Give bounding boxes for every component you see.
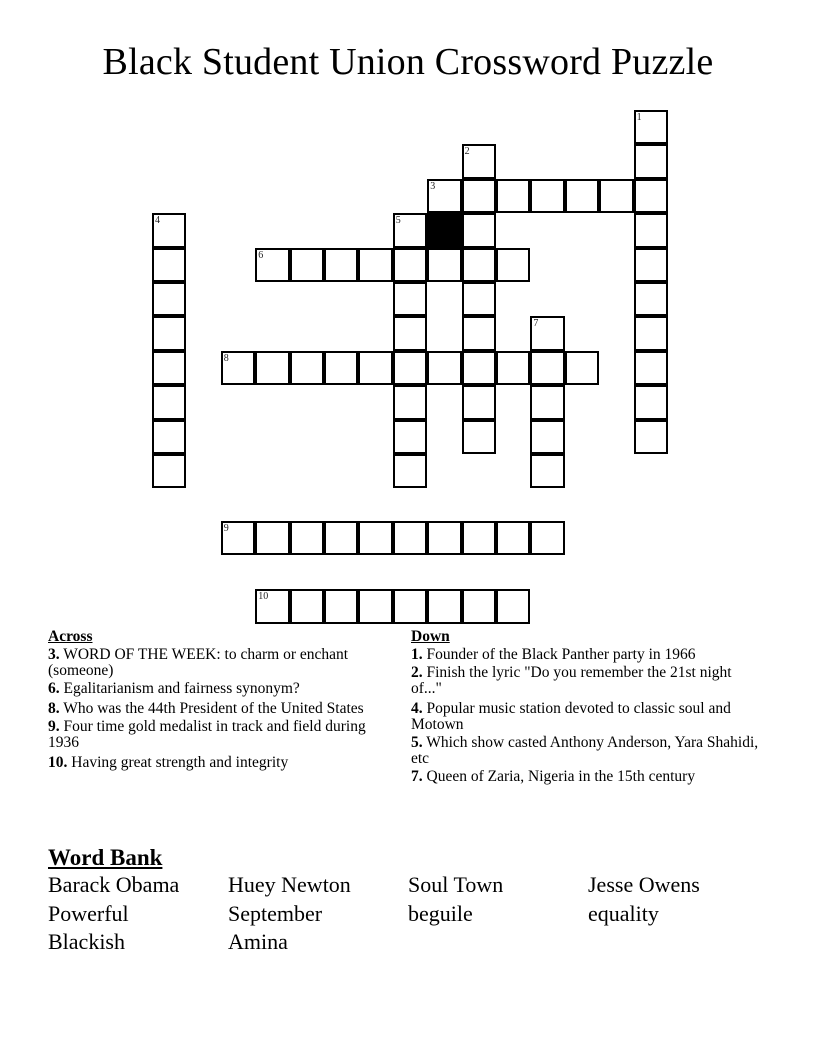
across-clue-3 xyxy=(48,647,388,679)
down-header: Down xyxy=(411,628,450,645)
down-clue-2 xyxy=(411,665,761,697)
grid-cell[interactable] xyxy=(462,179,496,213)
grid-cell[interactable] xyxy=(358,521,392,555)
grid-cell[interactable] xyxy=(496,179,530,213)
grid-cell[interactable] xyxy=(152,385,186,419)
grid-cell[interactable] xyxy=(152,213,186,247)
grid-cell[interactable] xyxy=(255,248,289,282)
grid-cell[interactable] xyxy=(462,144,496,178)
clue-text: Popular music station devoted to classic soul and Motown xyxy=(411,700,731,733)
clue-text: Who was the 44th President of the United States xyxy=(63,700,364,717)
word-bank-item: Barack Obama xyxy=(48,872,180,897)
clue-number: 2. xyxy=(411,664,423,681)
word-bank-item: Amina xyxy=(228,929,288,954)
grid-cell[interactable] xyxy=(462,589,496,623)
grid-cell[interactable] xyxy=(255,521,289,555)
clue-text: Four time gold medalist in track and field during 1936 xyxy=(48,718,366,751)
grid-cell[interactable] xyxy=(255,351,289,385)
grid-cell[interactable] xyxy=(324,589,358,623)
cell-number: 7 xyxy=(533,318,539,330)
word-bank-item: Soul Town xyxy=(408,872,504,897)
grid-cell[interactable] xyxy=(634,316,668,350)
grid-cell[interactable] xyxy=(462,521,496,555)
word-bank-header: Word Bank xyxy=(48,845,163,870)
cell-number: 9 xyxy=(223,523,229,535)
grid-cell[interactable] xyxy=(530,316,564,350)
cell-number: 2 xyxy=(464,146,470,158)
grid-cell[interactable] xyxy=(496,589,530,623)
down-clue-1 xyxy=(411,647,761,663)
grid-cell[interactable] xyxy=(427,589,461,623)
clue-number: 5. xyxy=(411,734,423,751)
word-bank xyxy=(48,845,768,957)
grid-cell[interactable] xyxy=(462,213,496,247)
word-bank-item: beguile xyxy=(408,900,473,926)
grid-cell[interactable] xyxy=(152,282,186,316)
grid-cell[interactable] xyxy=(152,420,186,454)
cell-number: 1 xyxy=(636,112,642,123)
grid-cell[interactable] xyxy=(358,248,392,282)
grid-cell[interactable] xyxy=(634,351,668,385)
grid-cell[interactable] xyxy=(496,351,530,385)
grid-cell[interactable] xyxy=(255,589,289,623)
grid-cell[interactable] xyxy=(427,521,461,555)
grid-cell[interactable] xyxy=(152,316,186,350)
across-clue-10 xyxy=(48,755,388,771)
black-cell xyxy=(427,213,461,247)
clue-number: 7. xyxy=(411,768,423,785)
grid-cell[interactable] xyxy=(634,385,668,419)
cell-number: 6 xyxy=(258,249,264,261)
grid-cell[interactable] xyxy=(634,110,668,144)
grid-cell[interactable] xyxy=(393,385,427,419)
grid-cell[interactable] xyxy=(290,248,324,282)
grid-cell[interactable] xyxy=(324,351,358,385)
grid-cell[interactable] xyxy=(393,521,427,555)
grid-cell[interactable] xyxy=(565,179,599,213)
grid-cell[interactable] xyxy=(530,351,564,385)
across-header: Across xyxy=(48,628,93,645)
grid-cell[interactable] xyxy=(462,385,496,419)
grid-cell[interactable] xyxy=(427,248,461,282)
grid-cell[interactable] xyxy=(152,248,186,282)
grid-cell[interactable] xyxy=(427,351,461,385)
grid-cell[interactable] xyxy=(393,589,427,623)
grid-cell[interactable] xyxy=(221,351,255,385)
grid-cell[interactable] xyxy=(462,420,496,454)
grid-cell[interactable] xyxy=(324,248,358,282)
grid-cell[interactable] xyxy=(462,248,496,282)
clue-number: 10. xyxy=(48,754,68,771)
grid-cell[interactable] xyxy=(393,316,427,350)
word-bank-list xyxy=(48,871,768,957)
cell-number: 4 xyxy=(155,215,160,227)
word-bank-item: equality xyxy=(588,900,659,926)
grid-cell[interactable] xyxy=(393,248,427,282)
grid-cell[interactable] xyxy=(634,144,668,178)
clue-number: 8. xyxy=(48,700,60,717)
grid-cell[interactable] xyxy=(221,521,255,555)
grid-cell[interactable] xyxy=(358,589,392,623)
grid-cell[interactable] xyxy=(634,179,668,213)
grid-cell[interactable] xyxy=(634,248,668,282)
clue-text: Queen of Zaria, Nigeria in the 15th century xyxy=(426,768,696,785)
grid-cell[interactable] xyxy=(324,521,358,555)
clue-number: 6. xyxy=(48,680,60,697)
grid-cell[interactable] xyxy=(634,282,668,316)
grid-cell[interactable] xyxy=(462,316,496,350)
grid-cell[interactable] xyxy=(530,179,564,213)
grid-cell[interactable] xyxy=(634,213,668,247)
grid-cell[interactable] xyxy=(290,351,324,385)
grid-cell[interactable] xyxy=(530,420,564,454)
grid-cell[interactable] xyxy=(290,589,324,623)
grid-cell[interactable] xyxy=(599,179,633,213)
clue-number: 4. xyxy=(411,700,423,717)
cell-number: 10 xyxy=(258,591,269,603)
cell-number: 8 xyxy=(223,352,229,364)
clue-number: 1. xyxy=(411,646,423,663)
across-clues xyxy=(48,629,388,773)
grid-cell[interactable] xyxy=(496,521,530,555)
grid-cell[interactable] xyxy=(427,179,461,213)
grid-cell[interactable] xyxy=(462,282,496,316)
across-clue-8 xyxy=(48,701,388,717)
clue-text: WORD OF THE WEEK: to charm or enchant (someone) xyxy=(48,646,349,679)
grid-cell[interactable] xyxy=(530,454,564,488)
down-clue-4 xyxy=(411,701,761,733)
down-clue-5 xyxy=(411,735,761,767)
cell-number: 3 xyxy=(430,180,436,192)
clue-text: Having great strength and integrity xyxy=(71,754,289,771)
grid-cell[interactable] xyxy=(530,385,564,419)
clue-number: 3. xyxy=(48,646,60,663)
across-clue-6 xyxy=(48,681,388,697)
grid-cell[interactable] xyxy=(393,454,427,488)
grid-cell[interactable] xyxy=(152,454,186,488)
word-bank-item: Blackish xyxy=(48,929,125,954)
grid-cell[interactable] xyxy=(152,351,186,385)
grid-cell[interactable] xyxy=(358,351,392,385)
word-bank-item: September xyxy=(228,900,323,926)
down-clues xyxy=(411,629,761,787)
word-bank-item: Huey Newton xyxy=(228,872,351,897)
down-clue-7 xyxy=(411,769,761,785)
grid-cell[interactable] xyxy=(530,521,564,555)
clue-text: Egalitarianism and fairness synonym? xyxy=(63,680,300,697)
grid-cell[interactable] xyxy=(496,248,530,282)
grid-cell[interactable] xyxy=(393,282,427,316)
page-title: Black Student Union Crossword Puzzle xyxy=(102,41,714,83)
grid-cell[interactable] xyxy=(565,351,599,385)
across-clue-9 xyxy=(48,719,388,751)
word-bank-item: Powerful xyxy=(48,900,129,926)
clue-text: Founder of the Black Panther party in 1966 xyxy=(426,646,696,663)
clue-text: Which show casted Anthony Anderson, Yara Shahidi, etc xyxy=(411,734,759,767)
clue-number: 9. xyxy=(48,718,60,735)
cell-number: 5 xyxy=(395,215,401,227)
grid-cell[interactable] xyxy=(393,351,427,385)
grid-cell[interactable] xyxy=(462,351,496,385)
grid-cell[interactable] xyxy=(393,420,427,454)
grid-cell[interactable] xyxy=(634,420,668,454)
grid-cell[interactable] xyxy=(393,213,427,247)
word-bank-item: Jesse Owens xyxy=(588,872,700,897)
clue-text: Finish the lyric "Do you remember the 21st night of..." xyxy=(411,664,732,697)
grid-cell[interactable] xyxy=(290,521,324,555)
